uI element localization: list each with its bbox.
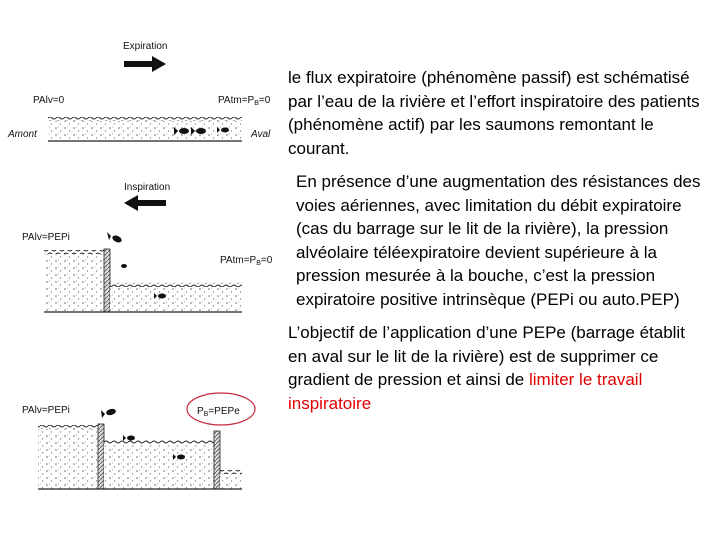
pepe-dam-icon: [214, 431, 220, 489]
downstream-label: Aval: [251, 129, 271, 140]
explanation-text: [288, 66, 708, 415]
panel3-upstream-water: [38, 429, 98, 489]
panel3-left-pressure-label: PAlv=PEPi: [22, 405, 70, 416]
panel-pepe: [22, 393, 255, 489]
dam-icon: [104, 249, 110, 312]
panel1-left-pressure-label: PAlv=0: [33, 95, 65, 106]
river-diagram: [0, 0, 280, 540]
upstream-label: Amont: [8, 129, 37, 140]
paragraph-flow: le flux expiratoire (phénomène passif) est schématisé par l’eau de la rivière et l’effort inspiratoire des patients (phénomène actif) par les saumons remontant le courant.: [288, 68, 700, 158]
panel2-right-pressure-label: $PAtm=P_B=0$: [220, 255, 273, 267]
panel-inspiration: [22, 182, 273, 312]
paragraph-pepe-text: L’objectif de l’application d’une PEPe (barrage établit en aval sur le lit de la rivière) est de supprimer ce gradient de pression et ainsi de: [288, 323, 685, 389]
expiration-title: Expiration: [123, 41, 168, 52]
panel2-downstream-water: [110, 287, 242, 312]
arrow-left-icon: [124, 195, 166, 211]
panel2-left-pressure-label: PAlv=PEPi: [22, 232, 70, 243]
highlighted-conclusion: limiter le travail inspiratoire: [288, 370, 643, 413]
arrow-right-icon: [124, 56, 166, 72]
inspiration-title: Inspiration: [124, 182, 171, 193]
dam-icon: [98, 424, 104, 489]
panel1-right-pressure-label: $PAtm=P_B=0$: [218, 95, 271, 107]
panel3-downstream-water: [220, 474, 242, 489]
panel2-upstream-water: [44, 254, 104, 312]
paragraph-pepi: En présence d’une augmentation des résistances des voies aériennes, avec limitation du débit expiratoire (cas du barrage sur le lit de la rivière), la pression alvéolaire téléexpiratoire devient supérieure à la pression mesurée à la bouche, c’est la pression expiratoire positive intrinsèque (PEPi ou auto.PEP): [296, 172, 701, 309]
panel3-right-pressure-label: $P_B=PEPe$: [197, 406, 240, 418]
panel1-water: [48, 121, 242, 141]
panel3-middle-water: [104, 444, 214, 489]
panel-expiration: [7, 41, 271, 141]
paragraph-pepe: [288, 321, 708, 415]
